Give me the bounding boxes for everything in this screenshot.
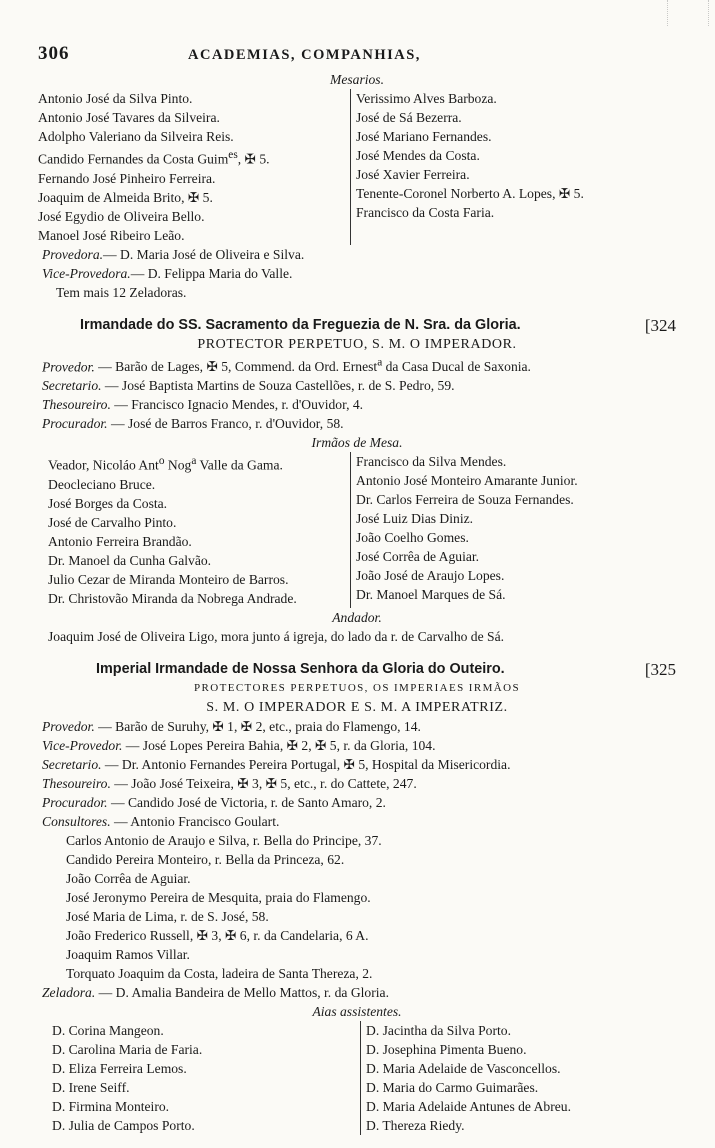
- section-324-officers: [38, 354, 676, 434]
- consultor-entry: Candido Pereira Monteiro, r. Bella da Princeza, 62.: [66, 851, 345, 867]
- aias-right-column: [360, 1021, 676, 1135]
- aia-name: D. Thereza Riedy.: [366, 1117, 465, 1133]
- section-324-heading: Irmandade do SS. Sacramento da Freguezia de N. Sra. da Gloria.: [80, 316, 521, 333]
- officer-role: Provedor.: [42, 718, 95, 734]
- consultor-entry: Torquato Joaquim da Costa, ladeira de Santa Thereza, 2.: [66, 965, 373, 981]
- irmao-name: Dr. Manoel Marques de Sá.: [356, 587, 506, 603]
- section-324-title: [38, 316, 676, 335]
- aia-name: D. Maria do Carmo Guimarães.: [366, 1079, 539, 1095]
- officer-detail: — José Lopes Pereira Bahia, ✠ 2, ✠ 5, r. da Gloria, 104.: [122, 737, 436, 753]
- irmaos-right-column: [350, 452, 676, 608]
- officer-role: Procurador.: [42, 416, 108, 432]
- provedora-name: — D. Maria José de Oliveira e Silva.: [103, 246, 305, 262]
- irmao-name: Antonio José Monteiro Amarante Junior.: [356, 473, 578, 489]
- consultor-entry: João Corrêa de Aguiar.: [66, 870, 191, 886]
- officer-role: Secretario.: [42, 378, 102, 394]
- zeladoras-line: Tem mais 12 Zeladoras.: [56, 284, 187, 300]
- section-325-title: [38, 660, 676, 679]
- irmao-name: Julio Cezar de Miranda Monteiro de Barros.: [48, 571, 289, 587]
- section-324-number: [324: [644, 315, 676, 335]
- officer-line: [38, 736, 676, 755]
- aia-name: D. Carolina Maria de Faria.: [52, 1041, 203, 1057]
- officer-role: Secretario.: [42, 756, 102, 772]
- mesario-name: José Xavier Ferreira.: [356, 167, 470, 182]
- officer-detail: — Antonio Francisco Goulart.: [110, 813, 280, 829]
- officer-line: [38, 774, 676, 793]
- scan-marks: [667, 0, 709, 26]
- aia-name: D. Firmina Monteiro.: [52, 1098, 170, 1114]
- mesario-name: Adolpho Valeriano da Silveira Reis.: [38, 129, 234, 144]
- mesario-name: José de Sá Bezerra.: [356, 110, 462, 125]
- aia-name: D. Eliza Ferreira Lemos.: [52, 1060, 187, 1076]
- section-325-number: [325: [644, 659, 676, 679]
- aia-name: D. Irene Seiff.: [52, 1079, 130, 1095]
- officer-detail: — João José Teixeira, ✠ 3, ✠ 5, etc., r. do Cattete, 247.: [110, 775, 417, 791]
- mesario-name: Manoel José Ribeiro Leão.: [38, 227, 185, 243]
- irmao-name: José Corrêa de Aguiar.: [356, 549, 480, 565]
- andador-line: Joaquim José de Oliveira Ligo, mora junto á igreja, do lado da r. de Carvalho de Sá.: [48, 628, 505, 644]
- vice-provedora-label: Vice-Provedora.: [42, 265, 131, 281]
- mesario-name: Verissimo Alves Barboza.: [356, 91, 497, 106]
- aia-name: D. Maria Adelaide Antunes de Abreu.: [366, 1098, 571, 1114]
- mesario-name: Tenente-Coronel Norberto A. Lopes, ✠ 5.: [356, 186, 584, 201]
- mesarios-right-column: [350, 89, 676, 245]
- officer-line: [38, 414, 676, 433]
- irmao-name: João José de Araujo Lopes.: [356, 568, 505, 584]
- aia-name: D. Julia de Campos Porto.: [52, 1117, 195, 1133]
- mesario-name: José Mariano Fernandes.: [356, 129, 492, 144]
- mesario-name: José Egydio de Oliveira Bello.: [38, 208, 205, 224]
- vice-provedora-name: — D. Felippa Maria do Valle.: [130, 265, 293, 281]
- irmao-name: Francisco da Silva Mendes.: [356, 454, 507, 470]
- section-mesarios: [38, 70, 676, 302]
- section-325-protectors-2: S. M. O IMPERADOR E S. M. A IMPERATRIZ.: [206, 699, 508, 715]
- section-325-heading: Imperial Irmandade de Nossa Senhora da Gloria do Outeiro.: [96, 660, 505, 677]
- consultor-entry: Joaquim Ramos Villar.: [66, 946, 190, 962]
- aia-name: D. Jacintha da Silva Porto.: [366, 1022, 511, 1038]
- officer-detail: — Francisco Ignacio Mendes, r. d'Ouvidor, 4.: [110, 397, 364, 413]
- zeladora-name: — D. Amalia Bandeira de Mello Mattos, r. da Gloria.: [95, 984, 389, 1000]
- provedora-line: [38, 245, 676, 264]
- officer-line: [38, 755, 676, 774]
- irmao-name: José Luiz Dias Diniz.: [356, 511, 474, 527]
- irmao-name: Dr. Manoel da Cunha Galvão.: [48, 552, 212, 568]
- officer-detail: — Dr. Antonio Fernandes Pereira Portugal, ✠ 5, Hospital da Misericordia.: [101, 756, 511, 772]
- officer-line: [38, 395, 676, 414]
- mesarios-left-column: [38, 89, 350, 245]
- officer-role: Provedor.: [42, 359, 95, 375]
- zeladora-label: Zeladora.: [42, 984, 96, 1000]
- irmaos-heading: Irmãos de Mesa.: [311, 435, 403, 451]
- aia-name: D. Maria Adelaide de Vasconcellos.: [366, 1060, 561, 1076]
- officer-detail: — José de Barros Franco, r. d'Ouvidor, 58.: [107, 416, 344, 432]
- vice-provedora-line: [38, 264, 676, 283]
- officer-line: [38, 812, 676, 831]
- mesarios-heading: Mesarios.: [330, 72, 384, 87]
- officer-role: Thesoureiro.: [42, 397, 111, 413]
- mesario-name: Joaquim de Almeida Brito, ✠ 5.: [38, 189, 213, 205]
- irmao-name: Dr. Christovão Miranda da Nobrega Andrade.: [48, 590, 297, 606]
- officer-role: Consultores.: [42, 813, 111, 829]
- officer-line: [38, 793, 676, 812]
- consultor-entry: Carlos Antonio de Araujo e Silva, r. Bella do Principe, 37.: [66, 832, 382, 848]
- irmao-name: Dr. Carlos Ferreira de Souza Fernandes.: [356, 492, 574, 508]
- irmaos-columns: [38, 452, 676, 608]
- irmao-name: José Borges da Costa.: [48, 495, 168, 511]
- mesario-name: Candido Fernandes da Costa Guim$^{es}$, ✠ 5.: [38, 149, 270, 167]
- mesario-name: Francisco da Costa Faria.: [356, 205, 495, 220]
- irmao-name: Veador, Nicoláo Ant$^o$ Nog$^a$ Valle da Gama.: [48, 455, 283, 473]
- consultor-entry: José Maria de Lima, r. de S. José, 58.: [66, 908, 269, 924]
- section-325-officers: [38, 717, 676, 831]
- page-header: [38, 40, 676, 70]
- mesario-name: Fernando José Pinheiro Ferreira.: [38, 170, 216, 186]
- running-title: ACADEMIAS, COMPANHIAS,: [188, 47, 421, 63]
- aias-left-column: [38, 1021, 350, 1135]
- mesarios-columns: [38, 89, 676, 245]
- officer-detail: — José Baptista Martins de Souza Castellões, r. de S. Pedro, 59.: [101, 378, 455, 394]
- officer-detail: — Barão de Suruhy, ✠ 1, ✠ 2, etc., praia do Flamengo, 14.: [94, 718, 421, 734]
- officer-role: Thesoureiro.: [42, 775, 111, 791]
- consultor-entry: José Jeronymo Pereira de Mesquita, praia do Flamengo.: [66, 889, 371, 905]
- provedora-label: Provedora.: [42, 246, 104, 262]
- aias-heading: Aias assistentes.: [312, 1003, 402, 1019]
- irmao-name: José de Carvalho Pinto.: [48, 514, 177, 530]
- andador-heading: Andador.: [332, 609, 382, 625]
- officer-line: [38, 376, 676, 395]
- mesario-name: Antonio José Tavares da Silveira.: [38, 110, 220, 125]
- mesario-name: José Mendes da Costa.: [356, 148, 480, 163]
- irmao-name: Antonio Ferreira Brandão.: [48, 533, 192, 549]
- officer-line: [38, 354, 676, 377]
- section-324: [38, 316, 676, 646]
- mesario-name: Antonio José da Silva Pinto.: [38, 91, 193, 106]
- consultores-list: [38, 831, 676, 983]
- section-324-protector: PROTECTOR PERPETUO, S. M. O IMPERADOR.: [197, 336, 517, 352]
- officer-role: Vice-Provedor.: [42, 737, 123, 753]
- mesario-name: [356, 222, 676, 241]
- officer-line: [38, 717, 676, 736]
- irmao-name: João Coelho Gomes.: [356, 530, 469, 546]
- section-325-protectors-1: PROTECTORES PERPETUOS, OS IMPERIAES IRMÃOS: [193, 681, 520, 694]
- section-325: [38, 660, 676, 1135]
- officer-role: Procurador.: [42, 794, 108, 810]
- officer-detail: — Barão de Lages, ✠ 5, Commend. da Ord. Ernest$^a$ da Casa Ducal de Saxonia.: [94, 356, 531, 375]
- aias-columns: [38, 1021, 676, 1135]
- page-number: 306: [38, 43, 70, 64]
- aia-name: D. Josephina Pimenta Bueno.: [366, 1041, 527, 1057]
- aia-name: D. Corina Mangeon.: [52, 1022, 164, 1038]
- document-page: [38, 40, 676, 1135]
- irmao-name: Deocleciano Bruce.: [48, 476, 156, 492]
- irmaos-left-column: [38, 452, 350, 608]
- officer-detail: — Candido José de Victoria, r. de Santo Amaro, 2.: [107, 794, 386, 810]
- zeladora-line: [38, 983, 676, 1002]
- consultor-entry: João Frederico Russell, ✠ 3, ✠ 6, r. da Candelaria, 6 A.: [66, 927, 369, 943]
